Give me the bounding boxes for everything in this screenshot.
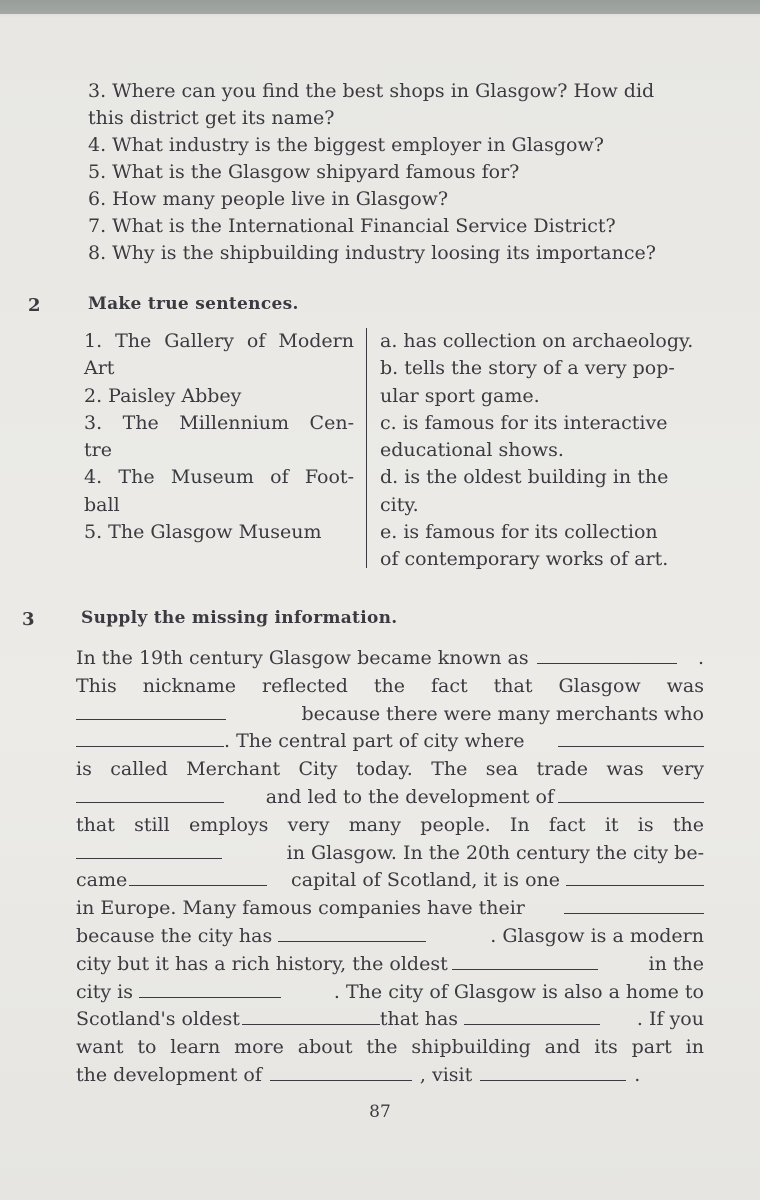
match-right-line: a. has collection on archaeology.: [380, 330, 694, 352]
question-line: 6. How many people live in Glasgow?: [88, 188, 449, 210]
question-line: 5. What is the Glasgow shipyard famous for?: [88, 161, 520, 183]
text-segment: . The city of Glasgow is also a home to: [333, 980, 704, 1003]
text-line: [76, 867, 704, 895]
text-line: [76, 1062, 704, 1090]
column-divider: [366, 328, 367, 568]
text-line: [76, 673, 704, 701]
text-line: [76, 701, 704, 729]
blank: [270, 1079, 412, 1081]
text-segment: . The central part of city where: [224, 730, 525, 753]
text-line: [76, 812, 704, 840]
exercise-3-title: Supply the missing information.: [81, 608, 398, 628]
exercise-2-number: 2: [28, 295, 41, 316]
text-segment: the development of: [76, 1063, 262, 1086]
page-number: 87: [369, 1102, 391, 1122]
match-left-line: 4. The Museum of Foot-: [84, 466, 354, 489]
text-line: [76, 756, 704, 784]
text-segment: This nickname reflected the fact that Glasgow was: [76, 674, 704, 697]
question-line: 7. What is the International Financial Service District?: [88, 215, 616, 237]
match-left-line: 3. The Millennium Cen-: [84, 411, 354, 434]
matching-left-column: [84, 328, 354, 546]
blank: [566, 884, 704, 886]
text-line: [76, 840, 704, 868]
blank: [452, 968, 598, 970]
match-right-line: ular sport game.: [380, 384, 540, 407]
text-segment: .: [697, 647, 704, 669]
text-line: [76, 1034, 704, 1062]
text-line: [76, 784, 704, 812]
text-line: [76, 895, 704, 923]
page-top-edge: [0, 0, 760, 14]
blank: [76, 745, 224, 747]
text-segment: that has: [379, 1008, 459, 1031]
gap-fill-paragraph: [76, 645, 704, 1090]
text-segment: in the: [648, 952, 704, 975]
text-segment: Scotland's oldest: [76, 1008, 240, 1031]
blank: [480, 1079, 626, 1081]
match-right-line: c. is famous for its interactive: [380, 411, 668, 434]
question-list: [88, 78, 718, 267]
text-segment: . If you: [636, 1008, 704, 1031]
text-segment: capital of Scotland, it is one: [291, 869, 560, 892]
text-line: [76, 728, 704, 756]
question-line: 3. Where can you find the best shops in Glasgow? How did: [88, 80, 655, 102]
question-line: 4. What industry is the biggest employer in Glasgow?: [88, 134, 604, 156]
blank: [464, 1023, 600, 1025]
exercise-2-title: Make true sentences.: [88, 294, 299, 314]
match-left-line: tre: [84, 439, 112, 462]
text-segment: In the 19th century Glasgow became known as: [76, 647, 529, 669]
text-segment: in Glasgow. In the 20th century the city be-: [286, 841, 704, 864]
blank: [558, 801, 704, 803]
match-right-line: d. is the oldest building in the: [380, 466, 669, 489]
text-segment: city but it has a rich history, the oldest: [76, 952, 448, 975]
match-right-line: of contemporary works of art.: [380, 548, 669, 571]
match-left-line: Art: [84, 357, 115, 380]
text-segment: want to learn more about the shipbuilding and its part in: [76, 1036, 704, 1059]
blank: [242, 1023, 380, 1025]
text-line: [76, 979, 704, 1007]
text-line: [76, 951, 704, 979]
text-segment: that still employs very many people. In fact it is the: [76, 813, 704, 836]
match-right-line: b. tells the story of a very pop-: [380, 357, 675, 380]
exercise-3-number: 3: [22, 609, 35, 630]
question-line: this district get its name?: [88, 107, 335, 129]
text-segment: in Europe. Many famous companies have their: [76, 897, 525, 920]
text-segment: because the city has: [76, 924, 273, 947]
text-line: [76, 645, 704, 673]
text-line: [76, 1006, 704, 1034]
text-segment: because there were many merchants who: [301, 702, 704, 725]
blank: [537, 662, 677, 664]
match-left-line: 1. The Gallery of Modern: [84, 330, 354, 352]
blank: [558, 745, 704, 747]
text-segment: . Glasgow is a modern: [490, 924, 704, 947]
text-segment: is called Merchant City today. The sea trade was very: [76, 758, 704, 781]
text-segment: .: [634, 1063, 641, 1086]
match-left-line: 5. The Glasgow Museum: [84, 521, 322, 544]
blank: [76, 801, 224, 803]
match-left-line: ball: [84, 493, 120, 516]
match-right-line: e. is famous for its collection: [380, 521, 658, 544]
blank: [129, 884, 267, 886]
text-segment: city is: [76, 980, 133, 1003]
match-right-line: educational shows.: [380, 439, 564, 462]
text-segment: , visit: [419, 1063, 473, 1086]
text-segment: and led to the development of: [265, 785, 554, 808]
blank: [139, 996, 281, 998]
match-right-line: city.: [380, 493, 419, 516]
matching-table: [84, 328, 710, 574]
matching-right-column: [380, 328, 710, 574]
blank: [76, 718, 226, 720]
blank: [564, 912, 704, 914]
match-left-line: 2. Paisley Abbey: [84, 384, 242, 407]
question-line: 8. Why is the shipbuilding industry loosing its importance?: [88, 242, 656, 264]
text-line: [76, 923, 704, 951]
text-segment: came: [76, 869, 128, 892]
blank: [76, 857, 222, 859]
blank: [278, 940, 426, 942]
